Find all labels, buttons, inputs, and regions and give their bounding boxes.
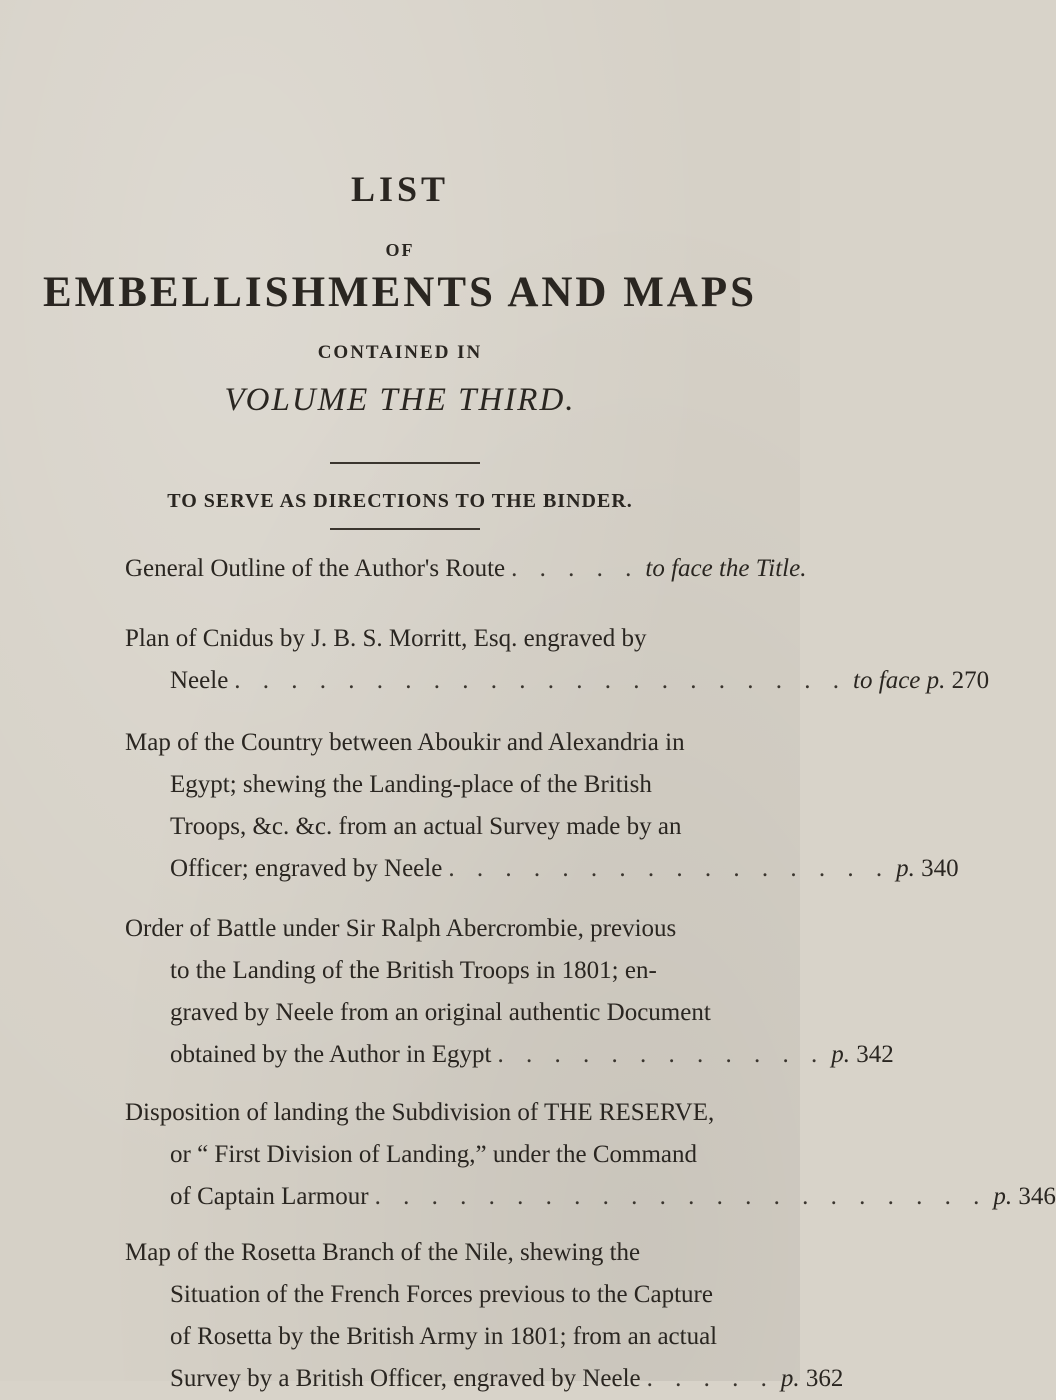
leader-dots: . . . . . . . . . . . . . . . . . . . . . . xyxy=(374,1183,988,1210)
entry-line: Map of the Rosetta Branch of the Nile, shewing the xyxy=(125,1239,641,1266)
heading-directions: TO SERVE AS DIRECTIONS TO THE BINDER. xyxy=(167,490,633,512)
entry-ref: p. 362 xyxy=(780,1365,844,1392)
entry-line xyxy=(125,848,959,890)
entry-text: General Outline of the Author's Route xyxy=(125,555,506,582)
entry-ref: p. 346 xyxy=(993,1183,1056,1210)
entry-line: of Rosetta by the British Army in 1801; from an actual xyxy=(170,1323,718,1350)
entry-line: to the Landing of the British Troops in 1801; en- xyxy=(170,957,657,984)
page-number: 270 xyxy=(951,667,990,694)
entry-line: Situation of the French Forces previous to the Capture xyxy=(170,1281,713,1308)
page-number: 362 xyxy=(805,1365,844,1392)
leader-dots: . . . . . xyxy=(646,1365,775,1392)
entry-text: Neele xyxy=(170,667,229,694)
list-item xyxy=(125,908,894,1076)
entry-line xyxy=(125,548,807,590)
entry-line xyxy=(125,660,990,702)
entry-line: graved by Neele from an original authentic Document xyxy=(170,999,711,1026)
entry-line: Map of the Country between Aboukir and Alexandria in xyxy=(125,729,685,756)
list-item xyxy=(125,722,959,890)
heading-of: OF xyxy=(385,240,415,260)
entry-ref: to face the Title. xyxy=(645,555,807,582)
divider-top xyxy=(330,462,480,464)
entry-line: Troops, &c. &c. from an actual Survey made by an xyxy=(170,813,682,840)
entry-ref: to face p. 270 xyxy=(853,667,990,694)
entry-text: Survey by a British Officer, engraved by Neele xyxy=(170,1365,641,1392)
leader-dots: . . . . . xyxy=(511,555,640,582)
heading-title: EMBELLISHMENTS AND MAPS xyxy=(42,269,758,316)
leader-dots: . . . . . . . . . . . . xyxy=(497,1041,826,1068)
entry-text: obtained by the Author in Egypt xyxy=(170,1041,492,1068)
heading-list: LIST xyxy=(350,169,450,209)
entry-line: Disposition of landing the Subdivision of THE RESERVE, xyxy=(125,1099,715,1126)
page-number: 342 xyxy=(856,1041,894,1068)
heading-volume: VOLUME THE THIRD. xyxy=(224,382,576,418)
entry-line: or “ First Division of Landing,” under the Command xyxy=(170,1141,698,1168)
entry-ref: p. 342 xyxy=(831,1041,894,1068)
entry-line xyxy=(125,1358,844,1400)
entry-text: Officer; engraved by Neele xyxy=(170,855,443,882)
heading-contained: CONTAINED IN xyxy=(317,342,483,363)
entry-line: Plan of Cnidus by J. B. S. Morritt, Esq. engraved by xyxy=(125,625,647,652)
entry-line: Order of Battle under Sir Ralph Abercrombie, previous xyxy=(125,915,677,942)
leader-dots: . . . . . . . . . . . . . . . . xyxy=(448,855,891,882)
leader-dots: . . . . . . . . . . . . . . . . . . . . . . xyxy=(234,667,848,694)
entry-line xyxy=(125,1034,894,1076)
page-number: 346 xyxy=(1018,1183,1056,1210)
entry-line xyxy=(125,1176,1056,1218)
list-item xyxy=(125,548,807,590)
list-item xyxy=(125,1232,785,1316)
list-item xyxy=(125,1092,1056,1218)
list-item-continued xyxy=(125,1316,844,1400)
entry-ref: p. 340 xyxy=(896,855,959,882)
entry-text: of Captain Larmour xyxy=(170,1183,369,1210)
page-number: 340 xyxy=(921,855,959,882)
divider-bottom xyxy=(330,528,480,530)
list-item xyxy=(125,618,990,702)
entry-line: Egypt; shewing the Landing-place of the British xyxy=(170,771,652,798)
